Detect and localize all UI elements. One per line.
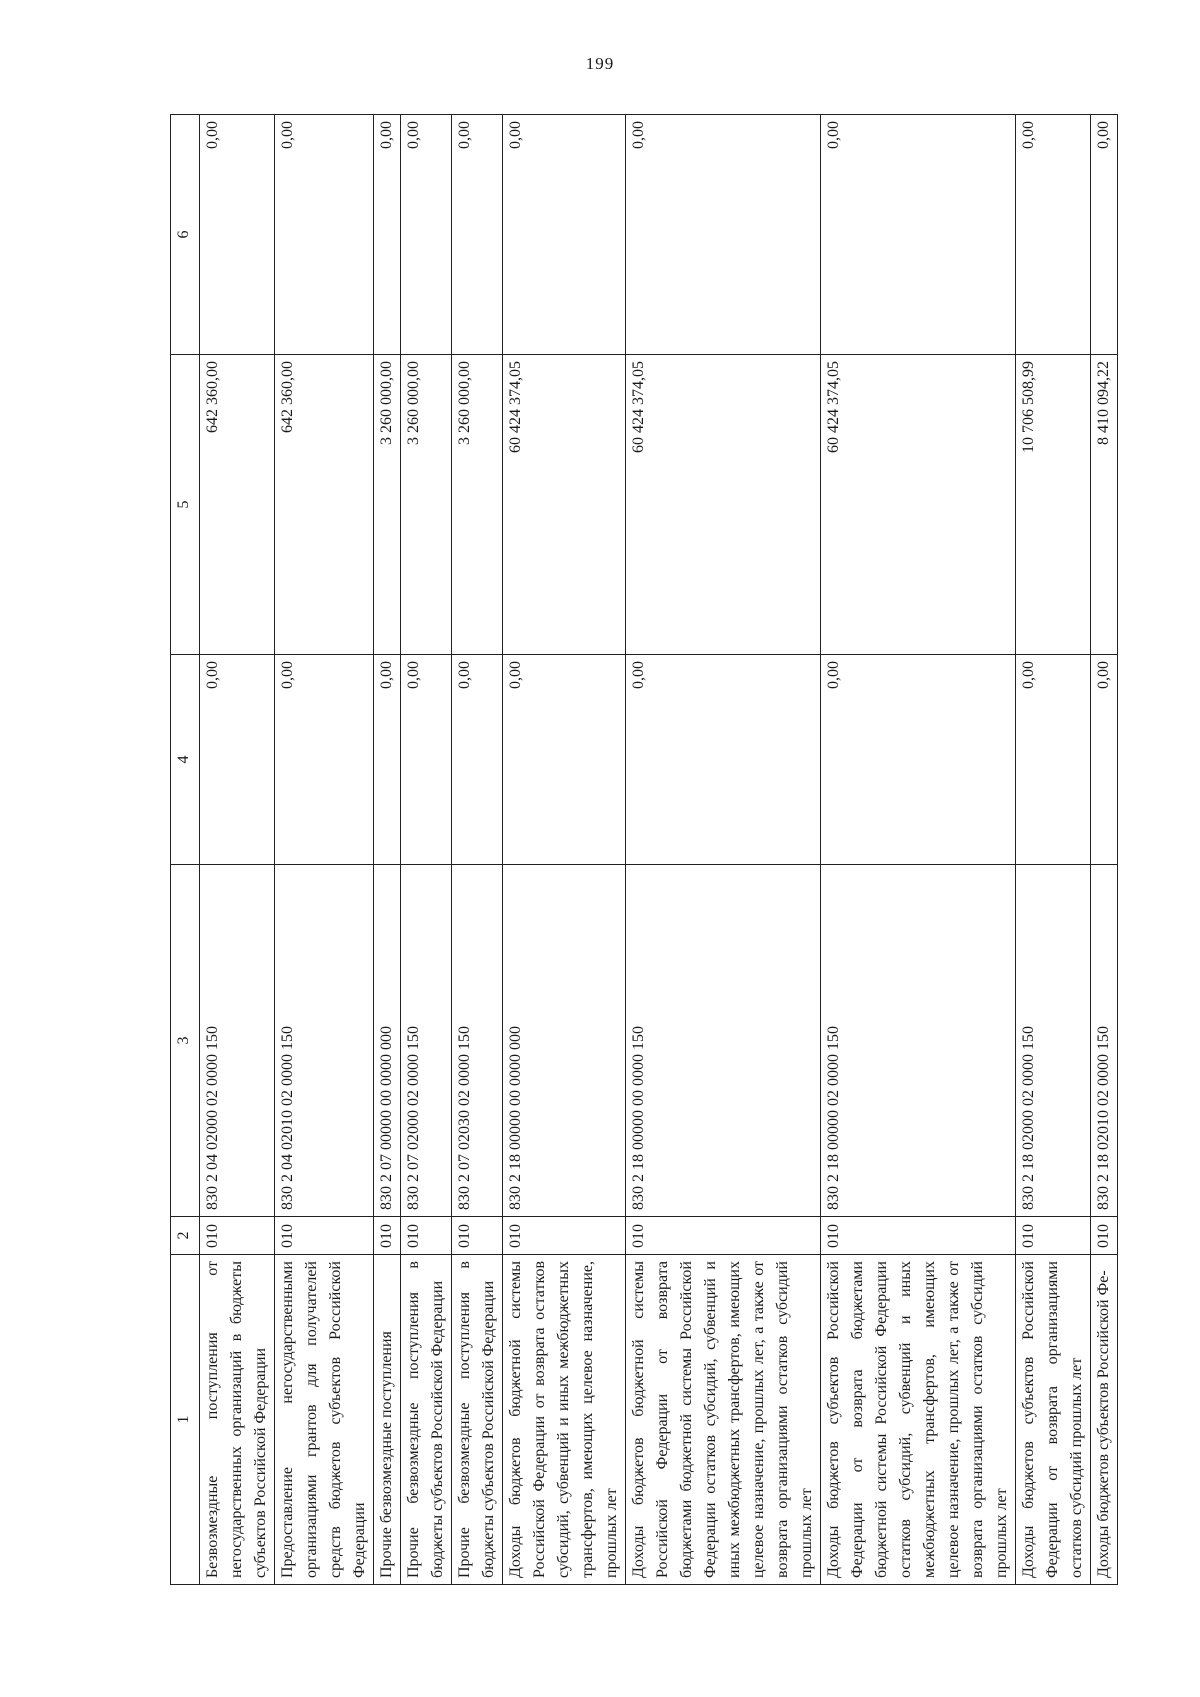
table-row bbox=[374, 115, 401, 1585]
column-6-value: 0,00 bbox=[626, 115, 821, 355]
column-4-value: 0,00 bbox=[200, 655, 275, 865]
income-name: Прочие безвозмездные поступления в бюджеты субъектов Российской Федерации bbox=[401, 1255, 452, 1585]
column-header: 1 bbox=[171, 1255, 200, 1585]
income-name: Прочие безвозмездные поступления в бюджеты субъектов Российской Федерации bbox=[452, 1255, 503, 1585]
line-code: 010 bbox=[1016, 1217, 1091, 1255]
column-header: 5 bbox=[171, 355, 200, 655]
column-4-value: 0,00 bbox=[1091, 655, 1118, 865]
table-header-row bbox=[171, 115, 200, 1585]
column-6-value: 0,00 bbox=[1091, 115, 1118, 355]
income-name: Предоставление негосударственными организациями грантов для получателей средств бюджетов субъектов Российской Федерации bbox=[275, 1255, 374, 1585]
column-4-value: 0,00 bbox=[374, 655, 401, 865]
table-row bbox=[1091, 115, 1118, 1585]
budget-income-table bbox=[170, 114, 1118, 1585]
column-5-value: 8 410 094,22 bbox=[1091, 355, 1118, 655]
column-4-value: 0,00 bbox=[275, 655, 374, 865]
income-name: Доходы бюджетов бюджетной системы Российской Федерации от возврата остатков субсидий, субвенций и иных межбюджетных трансфертов, имеющих целевое назначение, прошлых лет bbox=[503, 1255, 626, 1585]
budget-classification-code: 830 2 18 00000 00 0000 000 bbox=[503, 865, 626, 1217]
column-5-value: 642 360,00 bbox=[200, 355, 275, 655]
line-code: 010 bbox=[1091, 1217, 1118, 1255]
column-6-value: 0,00 bbox=[200, 115, 275, 355]
column-5-value: 60 424 374,05 bbox=[503, 355, 626, 655]
income-name: Доходы бюджетов субъектов Российской Федерации от возврата бюджетами бюджетной системы Российской Федерации остатков субсидий, субвенций и иных межбюджетных трансфертов, имеющих целевое назначение, прошлых лет, а также от возврата организациями остатков субсидий прошлых лет bbox=[821, 1255, 1016, 1585]
column-4-value: 0,00 bbox=[626, 655, 821, 865]
income-name: Доходы бюджетов субъектов Российской Федерации от возврата организациями остатков субсидий прошлых лет bbox=[1016, 1255, 1091, 1585]
column-4-value: 0,00 bbox=[821, 655, 1016, 865]
column-header: 3 bbox=[171, 865, 200, 1217]
budget-classification-code: 830 2 04 02010 02 0000 150 bbox=[275, 865, 374, 1217]
income-name: Доходы бюджетов субъектов Российской Фе- bbox=[1091, 1255, 1118, 1585]
column-5-value: 60 424 374,05 bbox=[626, 355, 821, 655]
budget-classification-code: 830 2 18 02010 02 0000 150 bbox=[1091, 865, 1118, 1217]
column-6-value: 0,00 bbox=[401, 115, 452, 355]
column-6-value: 0,00 bbox=[821, 115, 1016, 355]
budget-classification-code: 830 2 18 02000 02 0000 150 bbox=[1016, 865, 1091, 1217]
rotated-table-container bbox=[170, 115, 1112, 1585]
page-number: 199 bbox=[585, 54, 615, 73]
column-6-value: 0,00 bbox=[1016, 115, 1091, 355]
column-6-value: 0,00 bbox=[503, 115, 626, 355]
line-code: 010 bbox=[452, 1217, 503, 1255]
line-code: 010 bbox=[374, 1217, 401, 1255]
income-name: Прочие безвозмездные поступления bbox=[374, 1255, 401, 1585]
line-code: 010 bbox=[503, 1217, 626, 1255]
column-4-value: 0,00 bbox=[401, 655, 452, 865]
budget-classification-code: 830 2 07 02030 02 0000 150 bbox=[452, 865, 503, 1217]
column-4-value: 0,00 bbox=[503, 655, 626, 865]
column-6-value: 0,00 bbox=[452, 115, 503, 355]
line-code: 010 bbox=[401, 1217, 452, 1255]
budget-classification-code: 830 2 04 02000 02 0000 150 bbox=[200, 865, 275, 1217]
table-row bbox=[821, 115, 1016, 1585]
budget-classification-code: 830 2 07 02000 02 0000 150 bbox=[401, 865, 452, 1217]
column-4-value: 0,00 bbox=[452, 655, 503, 865]
column-6-value: 0,00 bbox=[275, 115, 374, 355]
column-5-value: 3 260 000,00 bbox=[452, 355, 503, 655]
column-5-value: 3 260 000,00 bbox=[374, 355, 401, 655]
income-name: Безвозмездные поступления от негосударственных организаций в бюджеты субъектов Российской Федерации bbox=[200, 1255, 275, 1585]
table-row bbox=[503, 115, 626, 1585]
budget-classification-code: 830 2 18 00000 02 0000 150 bbox=[821, 865, 1016, 1217]
budget-classification-code: 830 2 18 00000 00 0000 150 bbox=[626, 865, 821, 1217]
budget-classification-code: 830 2 07 00000 00 0000 000 bbox=[374, 865, 401, 1217]
table-row bbox=[275, 115, 374, 1585]
line-code: 010 bbox=[200, 1217, 275, 1255]
column-5-value: 3 260 000,00 bbox=[401, 355, 452, 655]
table-row bbox=[626, 115, 821, 1585]
income-name: Доходы бюджетов бюджетной системы Российской Федерации от возврата бюджетами бюджетной системы Российской Федерации остатков субсидий, субвенций и иных межбюджетных трансфертов, имеющих целевое назначение, прошлых лет, а также от возврата организациями остатков субсидий прошлых лет bbox=[626, 1255, 821, 1585]
table-row bbox=[1016, 115, 1091, 1585]
line-code: 010 bbox=[275, 1217, 374, 1255]
table-row bbox=[200, 115, 275, 1585]
line-code: 010 bbox=[821, 1217, 1016, 1255]
column-5-value: 60 424 374,05 bbox=[821, 355, 1016, 655]
column-header: 4 bbox=[171, 655, 200, 865]
column-header: 2 bbox=[171, 1217, 200, 1255]
line-code: 010 bbox=[626, 1217, 821, 1255]
column-header: 6 bbox=[171, 115, 200, 355]
column-4-value: 0,00 bbox=[1016, 655, 1091, 865]
table-row bbox=[401, 115, 452, 1585]
column-6-value: 0,00 bbox=[374, 115, 401, 355]
column-5-value: 642 360,00 bbox=[275, 355, 374, 655]
table-row bbox=[452, 115, 503, 1585]
column-5-value: 10 706 508,99 bbox=[1016, 355, 1091, 655]
